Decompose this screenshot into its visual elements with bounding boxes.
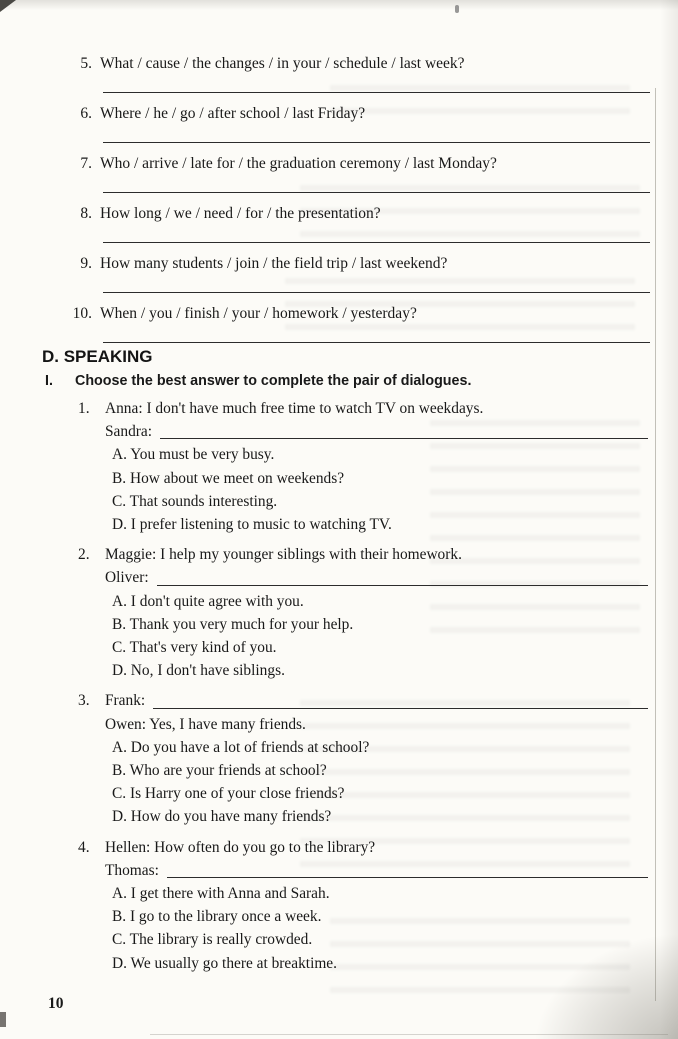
dialogue-line bbox=[0, 836, 678, 859]
exercise-item bbox=[0, 204, 678, 243]
option-line bbox=[0, 513, 678, 536]
option-line bbox=[0, 782, 678, 805]
part-number: I. bbox=[45, 373, 53, 389]
exercise-number: 7. bbox=[80, 155, 92, 172]
option-text: C. The library is really crowded. bbox=[112, 931, 313, 949]
option-text: D. No, I don't have siblings. bbox=[112, 662, 285, 680]
exercise-prompt: Who / arrive / late for / the graduation ceremony / last Monday? bbox=[100, 155, 497, 172]
answer-blank-line bbox=[103, 331, 650, 343]
section-heading: D. SPEAKING bbox=[42, 347, 153, 366]
exercise-prompt: How many students / join / the field trip / last weekend? bbox=[100, 255, 448, 272]
option-text: B. Who are your friends at school? bbox=[112, 762, 327, 780]
option-line bbox=[0, 490, 678, 513]
option-text: D. I prefer listening to music to watching TV. bbox=[112, 516, 392, 534]
option-text: B. Thank you very much for your help. bbox=[112, 615, 354, 633]
dialogue-line bbox=[0, 397, 678, 420]
dialogue-text: Sandra: bbox=[105, 423, 153, 441]
exercise-prompt-row bbox=[0, 254, 678, 274]
exercise-item bbox=[0, 254, 678, 293]
answer-blank-line bbox=[103, 231, 650, 243]
option-text: A. Do you have a lot of friends at school? bbox=[112, 738, 370, 756]
exercise-prompt: When / you / finish / your / homework / yesterday? bbox=[100, 305, 417, 322]
answer-blank-line bbox=[157, 584, 648, 586]
exercise-prompt-row bbox=[0, 154, 678, 174]
option-line bbox=[0, 882, 678, 905]
dialogue-text: Thomas: bbox=[105, 861, 159, 879]
exercise-number: 8. bbox=[80, 205, 92, 222]
exercise-number: 6. bbox=[80, 105, 92, 122]
option-line bbox=[0, 613, 678, 636]
option-line bbox=[0, 928, 678, 951]
option-text: C. That's very kind of you. bbox=[112, 639, 277, 657]
dialogue-line bbox=[0, 859, 678, 882]
exercise-item bbox=[0, 154, 678, 193]
dialogue-question bbox=[0, 689, 678, 828]
dialogue-line bbox=[0, 420, 678, 443]
exercise-prompt: How long / we / need / for / the presentation? bbox=[100, 205, 381, 222]
question-number: 2. bbox=[78, 546, 90, 564]
speaking-section bbox=[0, 347, 678, 982]
option-text: D. How do you have many friends? bbox=[112, 808, 332, 826]
dialogue-text: Owen: Yes, I have many friends. bbox=[105, 715, 306, 733]
question-number: 4. bbox=[78, 838, 90, 856]
option-text: B. How about we meet on weekends? bbox=[112, 469, 345, 487]
answer-blank-line bbox=[103, 181, 650, 193]
scan-corner-mark bbox=[0, 1012, 6, 1027]
option-line bbox=[0, 952, 678, 975]
option-line bbox=[0, 443, 678, 466]
dialogue-line bbox=[0, 713, 678, 736]
dialogue-line bbox=[0, 689, 678, 712]
exercise-prompt: What / cause / the changes / in your / schedule / last week? bbox=[100, 55, 465, 72]
option-text: C. Is Harry one of your close friends? bbox=[112, 785, 345, 803]
option-line bbox=[0, 905, 678, 928]
dialogue-line bbox=[0, 566, 678, 589]
exercise-item bbox=[0, 304, 678, 343]
instruction-row bbox=[0, 372, 678, 391]
dialogue-text: Anna: I don't have much free time to watch TV on weekdays. bbox=[105, 400, 484, 417]
exercise-number: 5. bbox=[80, 55, 92, 72]
page-number: 10 bbox=[48, 995, 64, 1012]
option-line bbox=[0, 759, 678, 782]
dialogue-question-list bbox=[0, 397, 678, 975]
exercise-prompt-row bbox=[0, 204, 678, 224]
question-number: 1. bbox=[78, 400, 90, 417]
dialogue-question bbox=[0, 543, 678, 682]
page-top-edge-shadow bbox=[0, 0, 678, 10]
option-line bbox=[0, 736, 678, 759]
option-text: D. We usually go there at breaktime. bbox=[112, 954, 337, 972]
answer-blank-line bbox=[103, 131, 650, 143]
answer-blank-line bbox=[103, 281, 650, 293]
dialogue-question bbox=[0, 397, 678, 536]
question-number: 3. bbox=[78, 692, 90, 710]
sentence-exercise-section bbox=[0, 54, 678, 354]
scan-speck bbox=[455, 5, 459, 13]
dialogue-text: Oliver: bbox=[105, 569, 149, 587]
option-line bbox=[0, 659, 678, 682]
option-text: A. I don't quite agree with you. bbox=[112, 592, 304, 610]
answer-blank-line bbox=[160, 437, 648, 439]
option-line bbox=[0, 805, 678, 828]
dialogue-line bbox=[0, 543, 678, 566]
option-text: A. You must be very busy. bbox=[112, 446, 275, 464]
answer-blank-line bbox=[153, 707, 648, 709]
option-line bbox=[0, 636, 678, 659]
instruction-text: Choose the best answer to complete the pair of dialogues. bbox=[75, 373, 472, 389]
answer-blank-line bbox=[103, 81, 650, 93]
option-text: C. That sounds interesting. bbox=[112, 492, 278, 510]
exercise-prompt-row bbox=[0, 304, 678, 324]
dialogue-question bbox=[0, 836, 678, 975]
dialogue-text: Hellen: How often do you go to the library? bbox=[105, 838, 376, 856]
exercise-prompt: Where / he / go / after school / last Friday? bbox=[100, 105, 366, 122]
answer-blank-line bbox=[167, 876, 648, 878]
option-line bbox=[0, 467, 678, 490]
exercise-prompt-row bbox=[0, 54, 678, 74]
dialogue-text: Maggie: I help my younger siblings with their homework. bbox=[105, 546, 462, 564]
exercise-prompt-row bbox=[0, 104, 678, 124]
exercise-number: 9. bbox=[80, 255, 92, 272]
option-text: A. I get there with Anna and Sarah. bbox=[112, 885, 330, 903]
exercise-number: 10. bbox=[72, 305, 92, 322]
dialogue-text: Frank: bbox=[105, 692, 146, 710]
exercise-item bbox=[0, 104, 678, 143]
option-line bbox=[0, 590, 678, 613]
option-text: B. I go to the library once a week. bbox=[112, 908, 322, 926]
exercise-item bbox=[0, 54, 678, 93]
